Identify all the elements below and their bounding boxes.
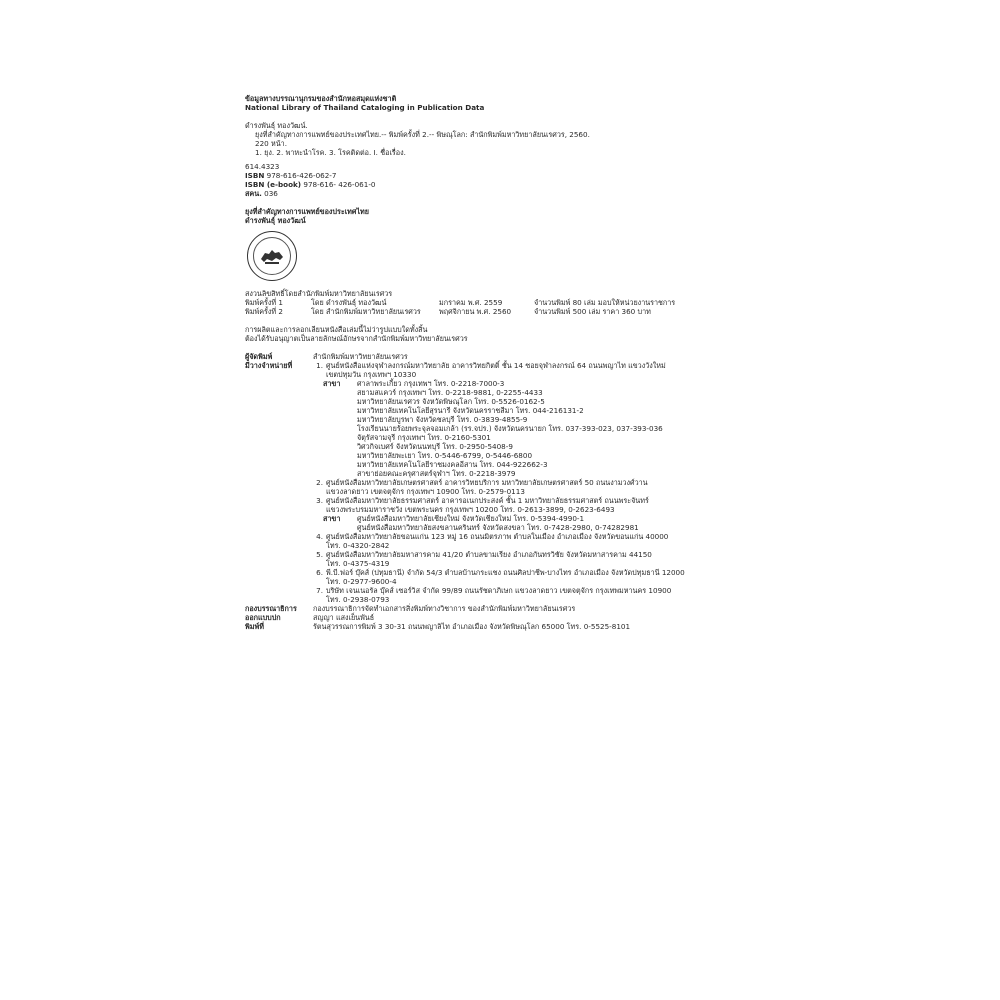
distributor-item [313,586,685,604]
branch-entry: มหาวิทยาลัยพะเยา โทร. 0-5446-6799, 0-5446-6800 [357,451,533,460]
edition-label: พิมพ์ครั้งที่ 2 [245,307,283,316]
cip-header-th: ข้อมูลทางบรรณานุกรมของสำนักหอสมุดแห่งชาติ [245,94,397,103]
distributor-number: 4. [316,532,323,541]
branch-entry: สยามสแควร์ กรุงเทพฯ โทร. 0-2218-9881, 0-2255-4433 [357,388,543,397]
branch-label [313,523,357,532]
distributor-address-line: เขตปทุมวัน กรุงเทพฯ 10330 [326,370,417,379]
footer-label: กองบรรณาธิการ [245,604,297,613]
distributor-address-line: ศูนย์หนังสือมหาวิทยาลัยขอนแก่น 123 หมู่ 16 ถนนมิตรภาพ ตำบลในเมือง อำเภอเมือง จังหวัดขอนแก่น 40000 [326,532,669,541]
distributor-address-line: ศูนย์หนังสือแห่งจุฬาลงกรณ์มหาวิทยาลัย อาคารวิทยกิตติ์ ชั้น 14 ซอยจุฬาลงกรณ์ 64 ถนนพญาไท แขวงวังใหม่ [326,361,666,370]
cip-subjects: 1. ยุง. 2. พาหะนำโรค. 3. โรคติดต่อ. I. ชื่อเรื่อง. [255,148,406,157]
branch-entry: มหาวิทยาลัยเทคโนโลยีสุรนารี จังหวัดนครราชสีมา โทร. 044-216131-2 [357,406,584,415]
book-author: ดำรงพันธุ์ ทองวัฒน์ [245,216,306,225]
branch-entry: มหาวิทยาลัยเทคโนโลยีราชมงคลอีสาน โทร. 044-922662-3 [357,460,548,469]
edition-detail: จำนวนพิมพ์ 500 เล่ม ราคา 360 บาท [534,307,651,316]
distributor-number [313,370,326,379]
distributor-number: 7. [316,586,323,595]
isbn-label: ISBN [245,171,265,180]
isbn-ebook-label: ISBN (e-book) [245,180,302,189]
distributor-number: 3. [316,496,323,505]
cip-author: ดำรงพันธุ์ ทองวัฒน์. [245,121,308,130]
distributor-number [313,577,326,586]
distributor-number: 5. [316,550,323,559]
isbn-ebook-value: 978-616- 426-061-0 [303,180,376,189]
distributor-address-line: ศูนย์หนังสือมหาวิทยาลัยธรรมศาสตร์ อาคารอเนกประสงค์ ชั้น 1 มหาวิทยาลัยธรรมศาสตร์ ถนนพระจันทร์ [326,496,649,505]
code-value: 036 [264,189,278,198]
branch-label [313,406,357,415]
branch-entry: ศูนย์หนังสือมหาวิทยาลัยเชียงใหม่ จังหวัดเชียงใหม่ โทร. 0-5394-4990-1 [357,514,585,523]
edition-row-2 [245,307,725,316]
footer-credits [245,604,725,631]
footer-row [245,622,725,631]
book-title: ยุงที่สำคัญทางการแพทย์ของประเทศไทย [245,207,370,216]
branch-label [313,469,357,478]
cip-block [245,121,725,198]
distributor-address-line: พี.บี.ฟอร์ บุ๊คส์ (ปทุมธานี) จำกัด 54/3 ตำบลบ้านกระแชง ถนนศิลปาชีพ-บางไทร อำเภอเมือง จังหวัดปทุมธานี 12000 [326,568,685,577]
branch-entry: ศาลาพระเกี้ยว กรุงเทพฯ โทร. 0-2218-7000-3 [357,379,505,388]
distributor-number: 2. [316,478,323,487]
branch-entry: สาขาย่อยคณะครุศาสตร์จุฬาฯ โทร. 0-2218-3979 [357,469,516,478]
branch-label [313,442,357,451]
distributor-item [313,568,685,586]
distributor-address-line: แขวงลาดยาว เขตจตุจักร กรุงเทพฯ 10900 โทร. 0-2579-0113 [326,487,525,496]
distributor-number [313,559,326,568]
branch-label: สาขา [323,379,341,388]
distributor-address-line: ศูนย์หนังสือมหาวิทยาลัยมหาสารคาม 41/20 ตำบลขามเรียง อำเภอกันทรวิชัย จังหวัดมหาสารคาม 44150 [326,550,652,559]
distributors-label: มีวางจำหน่ายที่ [245,361,293,370]
distributor-address-line: โทร. 0-4320-2842 [326,541,390,550]
edition-date: พฤศจิกายน พ.ศ. 2560 [439,307,512,316]
footer-value: กองบรรณาธิการจัดทำเอกสารสิ่งพิมพ์ทางวิชาการ ของสำนักพิมพ์มหาวิทยาลัยนเรศวร [313,604,576,613]
distributor-number [313,541,326,550]
cip-title: ยุงที่สำคัญทางการแพทย์ของประเทศไทย.-- พิมพ์ครั้งที่ 2.-- พิษณุโลก: สำนักพิมพ์มหาวิทยาลัยนเรศวร, 2560. [255,130,590,139]
cip-code [245,189,725,198]
reproduction-notice-2: ต้องได้รับอนุญาตเป็นลายลักษณ์อักษรจากสำนักพิมพ์มหาวิทยาลัยนเรศวร [245,334,468,343]
edition-date: มกราคม พ.ศ. 2559 [439,298,503,307]
branch-entry: วิศวกิจเบศร์ จังหวัดนนทบุรี โทร. 0-2950-5408-9 [357,442,513,451]
publisher-value: สำนักพิมพ์มหาวิทยาลัยนเรศวร [313,352,408,361]
distributor-item [313,550,685,568]
publisher-label: ผู้จัดพิมพ์ [245,352,273,361]
edition-by: โดย ดำรงพันธุ์ ทองวัฒน์ [311,298,387,307]
footer-row [245,604,725,613]
branch-entry: มหาวิทยาลัยบูรพา จังหวัดชลบุรี โทร. 0-3839-4855-9 [357,415,528,424]
branch-entry: จัตุรัสจามจุรี กรุงเทพฯ โทร. 0-2160-5301 [357,433,491,442]
footer-label: พิมพ์ที่ [245,622,264,631]
footer-value: สญญา แสงเย็นพันธ์ [313,613,375,622]
cip-isbn [245,171,725,180]
branch-label [313,433,357,442]
distributor-item [313,478,685,496]
distributor-address-line: บริษัท เจนเนอรัล บุ๊คส์ เซอร์วิส จำกัด 99/89 ถนนรัชดาภิเษก แขวงลาดยาว เขตจตุจักร กรุงเทพมหานคร 10900 [326,586,672,595]
distributor-number [313,505,326,514]
copyright-notice: สงวนลิขสิทธิ์โดยสำนักพิมพ์มหาวิทยาลัยนเรศวร [245,289,393,298]
distributor-number [313,595,326,604]
footer-value: รัตนสุวรรณการพิมพ์ 3 30-31 ถนนพญาลิไท อำเภอเมือง จังหวัดพิษณุโลก 65000 โทร. 0-5525-8101 [313,622,631,631]
cip-class-no: 614.4323 [245,162,280,171]
copyright-page [245,94,725,631]
footer-row [245,613,725,622]
distributor-address-line: ศูนย์หนังสือมหาวิทยาลัยเกษตรศาสตร์ อาคารวิทยบริการ มหาวิทยาลัยเกษตรศาสตร์ 50 ถนนงามวงศ์วาน [326,478,648,487]
branch-entry: ศูนย์หนังสือมหาวิทยาลัยสงขลานครินทร์ จังหวัดสงขลา โทร. 0-7428-2980, 0-74282981 [357,523,639,532]
branch-entry: โรงเรียนนายร้อยพระจุลจอมเกล้า (รร.จปร.) จังหวัดนครนายก โทร. 037-393-023, 037-393-036 [357,424,663,433]
distributor-list [313,361,685,604]
distributor-number: 6. [316,568,323,577]
publisher-seal-logo [247,231,297,281]
distributor-item [313,361,685,478]
code-label: สคน. [245,189,262,198]
distributor-item [313,496,685,532]
isbn-value: 978-616-426-062-7 [266,171,337,180]
reproduction-notice-1: การผลิตและการลอกเลียนหนังสือเล่มนี้ไม่ว่ารูปแบบใดทั้งสิ้น [245,325,428,334]
branch-label [313,388,357,397]
branch-label [313,415,357,424]
distributor-address-line: โทร. 0-2938-0793 [326,595,390,604]
cip-isbn-ebook [245,180,725,189]
publisher-row [245,352,725,361]
branch-entry: มหาวิทยาลัยนเรศวร จังหวัดพิษณุโลก โทร. 0-5526-0162-5 [357,397,545,406]
edition-label: พิมพ์ครั้งที่ 1 [245,298,283,307]
branch-label [313,451,357,460]
branch-label [313,424,357,433]
seal-emblem-icon [259,245,285,267]
edition-row-1 [245,298,725,307]
distributor-number [313,487,326,496]
distributor-address-line: แขวงพระบรมมหาราชวัง เขตพระนคร กรุงเทพฯ 10200 โทร. 0-2613-3899, 0-2623-6493 [326,505,615,514]
edition-by: โดย สำนักพิมพ์มหาวิทยาลัยนเรศวร [311,307,421,316]
distributor-address-line: โทร. 0-2977-9600-4 [326,577,397,586]
branch-label: สาขา [323,514,341,523]
branch-label [313,397,357,406]
edition-detail: จำนวนพิมพ์ 80 เล่ม มอบให้หน่วยงานราชการ [534,298,676,307]
distributors-section [245,361,725,604]
distributor-address-line: โทร. 0-4375-4319 [326,559,390,568]
cip-header-en: National Library of Thailand Cataloging in Publication Data [245,103,485,112]
cip-pages: 220 หน้า. [255,139,287,148]
branch-label [313,460,357,469]
footer-label: ออกแบบปก [245,613,281,622]
distributor-item [313,532,685,550]
distributor-number: 1. [316,361,323,370]
